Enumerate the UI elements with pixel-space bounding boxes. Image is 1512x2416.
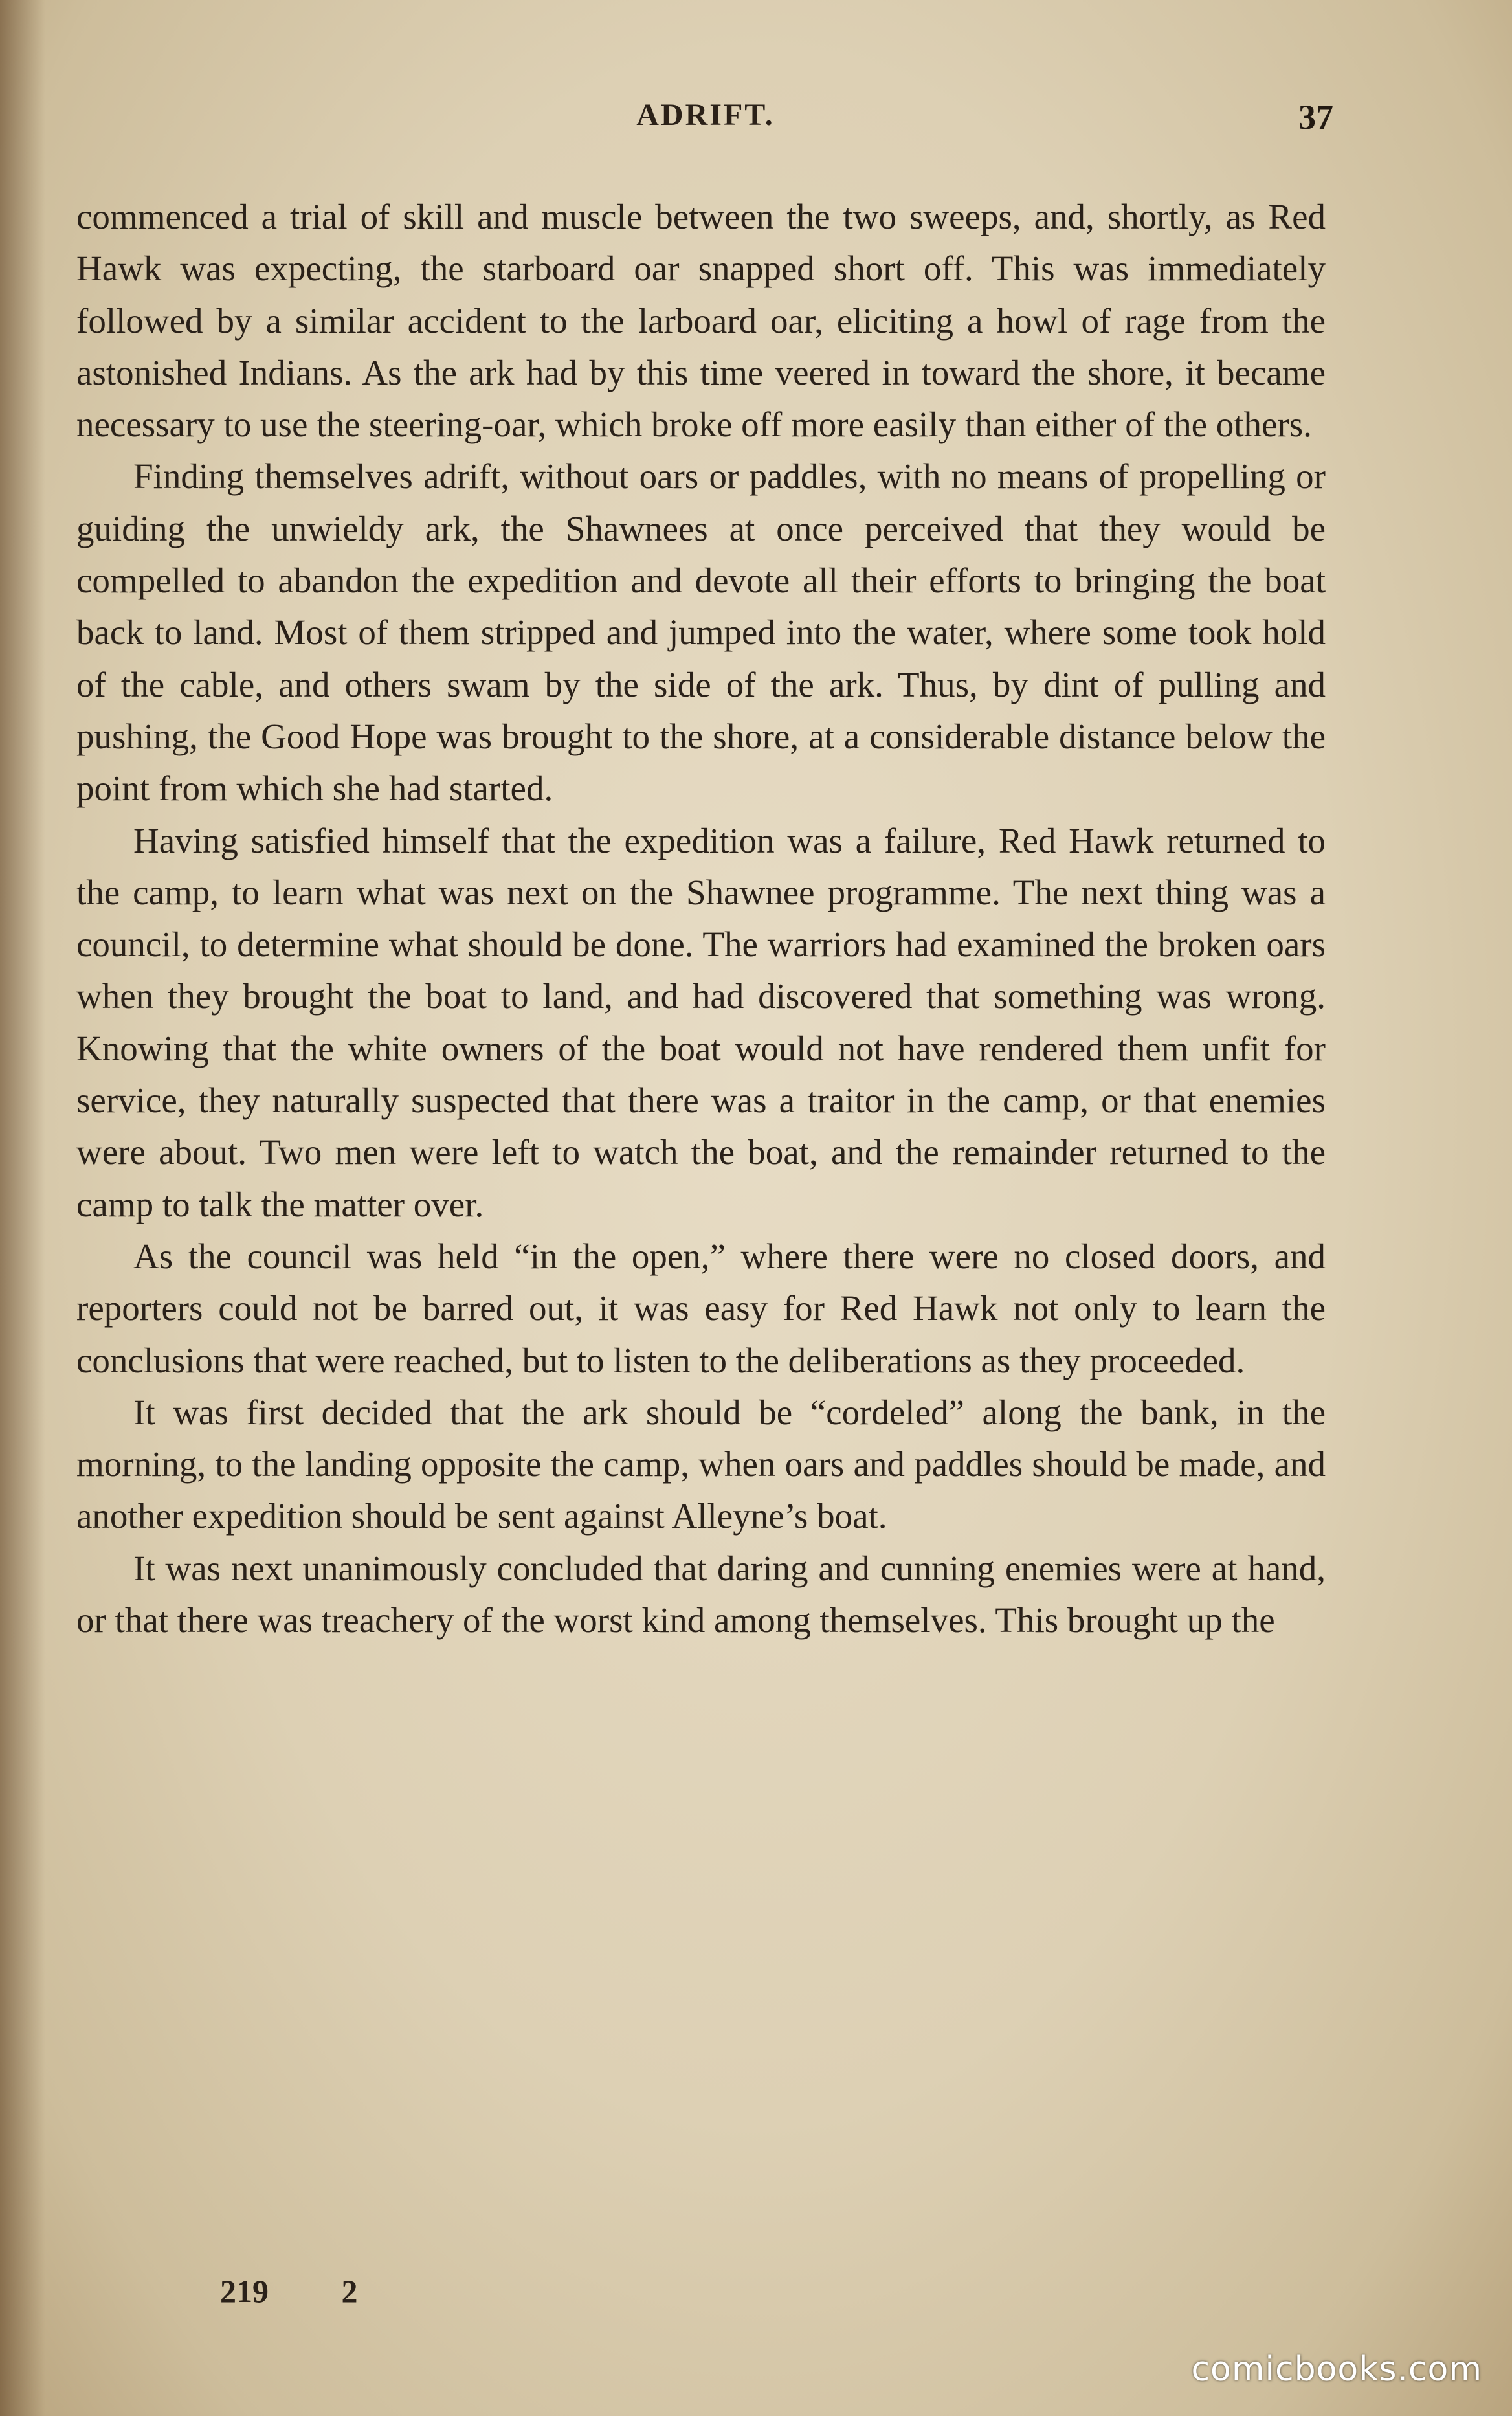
page-number: 37 [1298, 98, 1333, 137]
running-head: ADRIFT. [636, 98, 775, 132]
paragraph: It was first decided that the ark should be “cordeled” along the bank, in the morning, to the landing opposite the camp, when oars and paddles should be made, and another expedition should be sent against Alleyne’s boat. [76, 1392, 1326, 1536]
paragraph: As the council was held “in the open,” where there were no closed doors, and reporters could not be barred out, it was easy for Red Hawk not only to learn the conclusions that were reached, but to listen to the deliberations as they proceeded. [76, 1236, 1326, 1380]
signature-mark-number: 219 [220, 2273, 269, 2309]
paragraph: Finding themselves adrift, without oars or paddles, with no means of propelling or guiding the unwieldy ark, the Shawnees at once perceived that they would be compelled to abandon the expedition and devote all their efforts to bringing the boat back to land. Most of them stripped and jumped into the water, where some took hold of the cable, and others swam by the side of the ark. Thus, by dint of pulling and pushing, the Good Hope was brought to the shore, at a considerable distance below the point from which she had started. [76, 456, 1326, 809]
signature-mark [220, 2272, 358, 2310]
body-text [76, 191, 1326, 1646]
page-header [78, 97, 1333, 149]
signature-sequence: 2 [341, 2273, 358, 2309]
paragraph: commenced a trial of skill and muscle between the two sweeps, and, shortly, as Red Hawk was expecting, the starboard oar snapped short off. This was immediately followed by a similar accident to the larboard oar, eliciting a howl of rage from the astonished Indians. As the ark had by this time veered in toward the shore, it became necessary to use the steering-oar, which broke off more easily than either of the others. [76, 197, 1326, 445]
watermark: comicbooks.com [1191, 2350, 1482, 2389]
paragraph: It was next unanimously concluded that daring and cunning enemies were at hand, or that there was treachery of the worst kind among themselves. This brought up the [76, 1548, 1326, 1640]
paragraph: Having satisfied himself that the expedition was a failure, Red Hawk returned to the camp, to learn what was next on the Shawnee programme. The next thing was a council, to determine what should be done. The warriors had examined the broken oars when they brought the boat to land, and had discovered that something was wrong. Knowing that the white owners of the boat would not have rendered them unfit for service, they naturally suspected that there was a traitor in the camp, or that enemies were about. Two men were left to watch the boat, and the remainder returned to the camp to talk the matter over. [76, 820, 1326, 1224]
